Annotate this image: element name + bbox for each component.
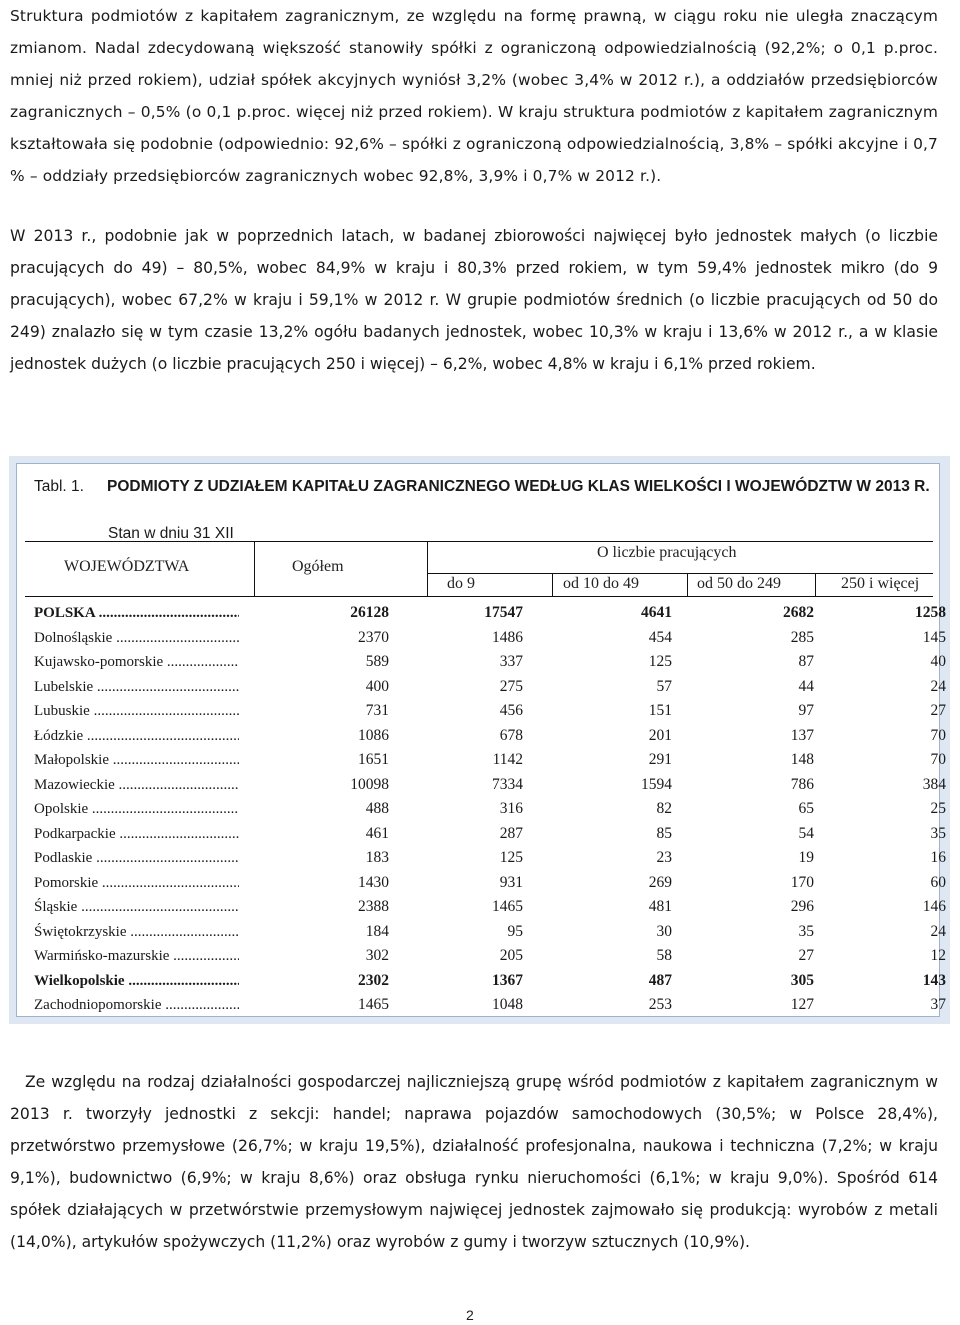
- table-cell-c1: 95: [507, 923, 523, 940]
- table-row-region: Łódzkie .....: [34, 724, 239, 748]
- table-cell-c3: 170: [790, 874, 814, 891]
- table-cell-c2: 1594: [641, 776, 672, 793]
- table-cell-c2: 201: [648, 727, 672, 744]
- table-row-region: Małopolskie .....: [34, 748, 239, 772]
- table-row-region: Zachodniopomorskie .....: [34, 993, 239, 1017]
- table-cell-c4: 60: [930, 874, 946, 891]
- table-cell-c4: 37: [930, 996, 946, 1013]
- table-cell-c3: 97: [798, 702, 814, 719]
- table-cell-c1: 1486: [492, 629, 523, 646]
- table-cell-total: 26128: [350, 604, 389, 621]
- page-number: 2: [466, 1307, 474, 1323]
- table-cell-c1: 931: [499, 874, 523, 891]
- table-cell-c1: 678: [499, 727, 523, 744]
- table-cell-c2: 151: [648, 702, 672, 719]
- table-cell-c1: 456: [499, 702, 523, 719]
- table-panel: [16, 463, 946, 1017]
- table-cell-c1: 1142: [492, 751, 523, 768]
- table-row-region: Wielkopolskie .....: [34, 969, 239, 993]
- table-cell-c3: 2682: [783, 604, 814, 621]
- table-cell-c2: 85: [656, 825, 672, 842]
- table-cell-c1: 316: [499, 800, 523, 817]
- table-cell-c4: 25: [930, 800, 946, 817]
- table-row-region: Lubuskie .....: [34, 699, 239, 723]
- table-cell-c2: 4641: [641, 604, 672, 621]
- table-cell-c2: 30: [656, 923, 672, 940]
- table-row-region: POLSKA .....: [34, 601, 239, 625]
- table-row-region: Pomorskie .....: [34, 871, 239, 895]
- table-cell-c2: 487: [648, 972, 672, 989]
- paragraph-legal-form: Struktura podmiotów z kapitałem zagranicznym, ze względu na formę prawną, w ciągu roku nie uległa znaczącym zmianom. Nadal zdecydowaną większość stanowiły spółki z ograniczoną odpowiedzialnością (92,2%; o 0,1 p.proc. mniej niż przed rokiem), udział spółek akcyjnych wyniósł 3,2% (wobec 3,4% w 2012 r.), a oddziałów przedsiębiorców zagranicznych – 0,5% (o 0,1 p.proc. więcej niż przed rokiem). W kraju struktura podmiotów z kapitałem zagranicznym kształtowała się podobnie (odpowiednio: 92,6% – spółki z ograniczoną odpowiedzialnością, 3,8% – spółki akcyjne i 0,7 % – oddziały przedsiębiorców zagranicznych wobec 92,8%, 3,9% i 0,7% w 2012 r.).: [10, 7, 938, 185]
- table-cell-c4: 146: [922, 898, 946, 915]
- table-cell-c4: 35: [930, 825, 946, 842]
- table-cell-total: 1430: [358, 874, 389, 891]
- table-cell-c3: 27: [798, 947, 814, 964]
- table-cell-c2: 253: [648, 996, 672, 1013]
- table-cell-c2: 23: [656, 849, 672, 866]
- table-cell-c3: 305: [790, 972, 814, 989]
- table-cell-c1: 17547: [484, 604, 523, 621]
- table-cell-c4: 24: [930, 923, 946, 940]
- table-frame: [9, 456, 950, 1024]
- table-cell-c4: 384: [922, 776, 946, 793]
- table-cell-c3: 786: [790, 776, 814, 793]
- table-cell-c3: 19: [798, 849, 814, 866]
- header-divider-2: [427, 541, 428, 596]
- table-cell-c3: 148: [790, 751, 814, 768]
- table-row-region: Podlaskie .....: [34, 846, 239, 870]
- header-group: O liczbie pracujących: [597, 544, 737, 561]
- table-cell-total: 2302: [358, 972, 389, 989]
- table-cell-total: 184: [365, 923, 389, 940]
- table-row-region: Mazowieckie .....: [34, 773, 239, 797]
- table-cell-c1: 1048: [492, 996, 523, 1013]
- table-cell-c1: 125: [499, 849, 523, 866]
- table-cell-c3: 137: [790, 727, 814, 744]
- table-cell-c4: 1258: [915, 604, 946, 621]
- table-cell-c4: 70: [930, 751, 946, 768]
- table-title: PODMIOTY Z UDZIAŁEM KAPITAŁU ZAGRANICZNEGO WEDŁUG KLAS WIELKOŚCI I WOJEWÓDZTW W 2013 R.: [107, 478, 930, 495]
- table-cell-c1: 287: [499, 825, 523, 842]
- table-cell-c2: 269: [648, 874, 672, 891]
- table-cell-total: 731: [365, 702, 389, 719]
- paragraph-sections: Ze względu na rodzaj działalności gospodarczej najliczniejszą grupę wśród podmiotów z kapitałem zagranicznym w 2013 r. tworzyły jednostki z sekcji: handel; naprawa pojazdów samochodowych (30,5%; w Polsce 28,4%), przetwórstwo przemysłowe (26,7%; w kraju 19,5%), działalność profesjonalna, naukowa i techniczna (7,2%; w kraju 9,1%), budownictwo (6,9%; w kraju 8,6%) oraz obsługa rynku nieruchomości (6,1%; w kraju 9,0%). Spośród 614 spółek działających w przetwórstwie przemysłowym najwięcej jednostek zajmowało się produkcją: wyrobów z metali (14,0%), artykułów spożywczych (11,2%) oraz wyrobów z gumy i tworzyw sztucznych (10,9%).: [10, 1073, 938, 1251]
- table-row-region: Opolskie .....: [34, 797, 239, 821]
- table-cell-c3: 87: [798, 653, 814, 670]
- table-cell-c1: 1367: [492, 972, 523, 989]
- table-cell-c4: 12: [930, 947, 946, 964]
- table-cell-total: 2388: [358, 898, 389, 915]
- table-cell-c1: 7334: [492, 776, 523, 793]
- header-region: WOJEWÓDZTWA: [64, 558, 190, 575]
- table-cell-c4: 145: [922, 629, 946, 646]
- table-cell-total: 461: [365, 825, 389, 842]
- table-cell-c3: 127: [790, 996, 814, 1013]
- table-row-region: Świętokrzyskie .....: [34, 920, 239, 944]
- header-divider-1: [254, 541, 255, 596]
- table-cell-c4: 40: [930, 653, 946, 670]
- table-cell-total: 2370: [358, 629, 389, 646]
- table-cell-c4: 24: [930, 678, 946, 695]
- table-cell-c4: 27: [930, 702, 946, 719]
- table-cell-c3: 54: [798, 825, 814, 842]
- table-cell-total: 183: [365, 849, 389, 866]
- table-cell-c2: 57: [656, 678, 672, 695]
- table-cell-total: 400: [365, 678, 389, 695]
- table-row-region: Śląskie .....: [34, 895, 239, 919]
- header-bottom-rule: [25, 596, 933, 597]
- header-mid-rule: [427, 573, 933, 574]
- header-divider-5: [815, 573, 816, 596]
- table-row-region: Warmińsko-mazurskie .....: [34, 944, 239, 968]
- header-50-249: od 50 do 249: [697, 575, 781, 592]
- header-10-49: od 10 do 49: [563, 575, 639, 592]
- table-label: Tabl. 1.: [34, 478, 84, 495]
- table-cell-c2: 454: [648, 629, 672, 646]
- table-row-region: Lubelskie .....: [34, 675, 239, 699]
- table-cell-c3: 296: [790, 898, 814, 915]
- table-row-region: Podkarpackie .....: [34, 822, 239, 846]
- table-cell-c1: 275: [499, 678, 523, 695]
- table-cell-c1: 1465: [492, 898, 523, 915]
- header-top-rule: [25, 541, 933, 542]
- table-cell-c4: 70: [930, 727, 946, 744]
- table-cell-c4: 143: [922, 972, 946, 989]
- paragraph-size-classes: W 2013 r., podobnie jak w poprzednich latach, w badanej zbiorowości najwięcej było jednostek małych (o liczbie pracujących do 49) – 80,5%, wobec 84,9% w kraju i 80,3% przed rokiem, w tym 59,4% jednostek mikro (do 9 pracujących), wobec 67,2% w kraju i 59,1% w 2012 r. W grupie podmiotów średnich (o liczbie pracujących od 50 do 249) znalazło się w tym czasie 13,2% ogółu badanych jednostek, wobec 10,3% w kraju i 13,6% w 2012 r., a w klasie jednostek dużych (o liczbie pracujących 250 i więcej) – 6,2%, wobec 4,8% w kraju i 6,1% przed rokiem.: [10, 227, 938, 373]
- table-cell-c1: 205: [499, 947, 523, 964]
- header-up-to-9: do 9: [447, 575, 475, 592]
- header-divider-3: [552, 573, 553, 596]
- header-divider-4: [687, 573, 688, 596]
- header-total: Ogółem: [292, 558, 344, 575]
- table-cell-c2: 58: [656, 947, 672, 964]
- header-250-plus: 250 i więcej: [841, 575, 920, 592]
- table-cell-total: 1465: [358, 996, 389, 1013]
- table-cell-total: 302: [365, 947, 389, 964]
- table-subtitle: Stan w dniu 31 XII: [108, 525, 234, 542]
- table-cell-c2: 125: [648, 653, 672, 670]
- table-cell-total: 488: [365, 800, 389, 817]
- table-cell-c3: 285: [790, 629, 814, 646]
- table-cell-c2: 291: [648, 751, 672, 768]
- table-cell-total: 10098: [350, 776, 389, 793]
- table-cell-c3: 35: [798, 923, 814, 940]
- table-row-region: Kujawsko-pomorskie .....: [34, 650, 239, 674]
- table-cell-c2: 481: [648, 898, 672, 915]
- table-cell-c1: 337: [499, 653, 523, 670]
- table-cell-c2: 82: [656, 800, 672, 817]
- table-cell-total: 1086: [358, 727, 389, 744]
- table-row-region: Dolnośląskie .....: [34, 626, 239, 650]
- table-cell-c3: 44: [798, 678, 814, 695]
- table-cell-total: 1651: [358, 751, 389, 768]
- table-cell-c4: 16: [930, 849, 946, 866]
- table-cell-total: 589: [365, 653, 389, 670]
- table-cell-c3: 65: [798, 800, 814, 817]
